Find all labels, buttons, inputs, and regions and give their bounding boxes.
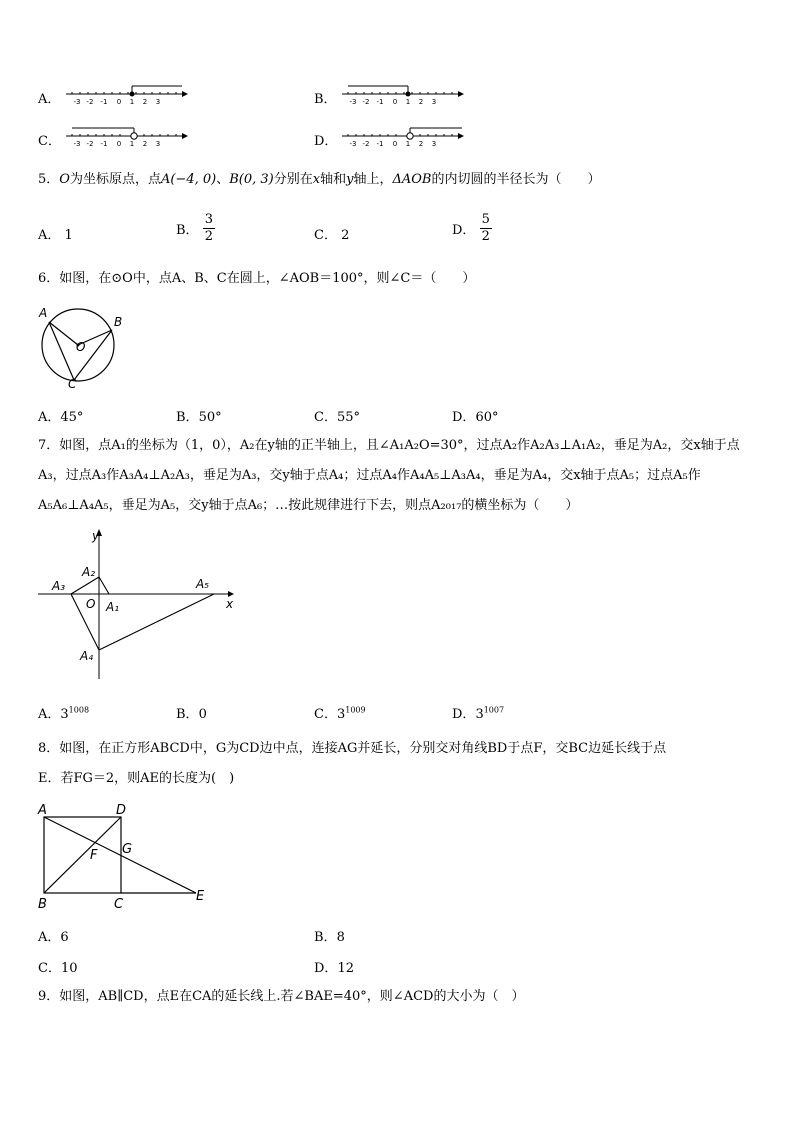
q5-stem: [38, 171, 601, 189]
q4-option-a-numberline: [64, 82, 189, 108]
option-exponent: 1007: [483, 705, 505, 715]
tick-label: 2: [418, 140, 424, 148]
label-a1: A₁: [106, 600, 120, 614]
q4-option-d-numberline: [340, 124, 465, 150]
q5-text: O: [59, 172, 70, 187]
tick-label: -1: [100, 98, 108, 106]
q5-text: x: [312, 172, 321, 187]
option-letter: C．: [38, 961, 61, 976]
tick-label: 3: [431, 98, 437, 106]
fraction-numerator: 5: [481, 212, 490, 227]
q7-option-c: [314, 703, 366, 722]
segment-ae: [44, 817, 196, 893]
option-exponent: 1009: [345, 705, 366, 715]
label-f: F: [90, 848, 98, 863]
label-a3: A₃: [52, 579, 66, 593]
option-fraction: [480, 212, 492, 245]
tick-label: 0: [116, 140, 122, 148]
option-exponent: 1008: [68, 705, 90, 715]
q6-option-c: [314, 406, 360, 425]
label-b: B: [38, 897, 47, 912]
q8-option-c: [38, 957, 78, 976]
tick-label: 2: [142, 140, 148, 148]
q8-option-d: [314, 957, 354, 976]
q5-text: 为坐标原点，点: [69, 172, 161, 187]
diagonal-bd: [44, 817, 121, 893]
tick-label: 2: [418, 98, 424, 106]
option-letter: A．: [38, 228, 61, 243]
q9-stem: 9．如图，AB∥CD，点E在CA的延长线上.若∠BAE=40°，则∠ACD的大小为（ ）: [38, 989, 525, 1004]
tick-label: 0: [392, 140, 398, 148]
label-a: A: [38, 803, 47, 818]
option-value: 60°: [475, 410, 499, 425]
option-letter: D．: [452, 223, 476, 238]
segment-bc: [74, 330, 112, 380]
label-x: x: [226, 597, 234, 611]
q5-text: ΔAOB: [392, 172, 432, 187]
q5-text: 的内切圆的半径长为（ ）: [431, 172, 601, 187]
q5-text: 轴上，: [353, 172, 393, 187]
q4-option-b-numberline: [340, 82, 465, 108]
tick-label: -3: [73, 98, 81, 106]
option-letter: D．: [452, 410, 476, 425]
label-y: y: [92, 529, 100, 543]
option-letter: A．: [38, 707, 61, 722]
q6-stem: 6．如图，在⊙O中，点A、B、C在圆上，∠AOB＝100°，则∠C＝（ ）: [38, 271, 476, 286]
q7-stem-line-2: A₃，过点A₃作A₃A₄⊥A₂A₃，垂足为A₃，交y轴于点A₄；过点A₄作A₄A₅⊥A₃A₄，垂足为A₄，交x轴于点A₅；过点A₅作: [38, 468, 701, 483]
q4-option-c-letter: C．: [38, 134, 61, 149]
q8-option-a: [38, 926, 69, 945]
option-base: 3: [60, 707, 69, 722]
q6-option-b: [176, 406, 222, 425]
fraction-numerator: 3: [204, 212, 213, 227]
q5-text: 分别在: [273, 172, 313, 187]
segment-a2a3: [71, 577, 99, 594]
q5-option-b: [176, 212, 215, 245]
q5-text: 、: [216, 172, 230, 187]
q8-stem-line-2: E．若FG＝2，则AE的长度为( ): [38, 771, 235, 786]
tick-label: -2: [86, 98, 94, 106]
q5-text: A(−4, 0): [160, 172, 217, 187]
segment-a1a2: [99, 577, 109, 594]
q5-option-d: [452, 212, 492, 245]
label-b: B: [114, 315, 123, 329]
q6-circle-figure: [34, 302, 134, 392]
option-letter: A．: [38, 930, 61, 945]
option-value: 0: [198, 707, 207, 722]
label-a: A: [39, 306, 48, 320]
q7-stem-line-1: 7．如图，点A₁的坐标为（1，0），A₂在y轴的正半轴上，且∠A₁A₂O=30°，过点A₂作A₂A₃⊥A₁A₂，垂足为A₂，交x轴于点: [38, 438, 740, 453]
tick-label: 1: [405, 140, 411, 148]
label-a5: A₅: [196, 577, 210, 591]
label-o: O: [76, 340, 86, 354]
q7-option-a: [38, 703, 89, 722]
tick-label: 0: [116, 98, 122, 106]
option-value: 12: [337, 961, 354, 976]
fraction-denominator: 2: [204, 229, 213, 244]
label-c: C: [114, 897, 124, 912]
tick-label: -1: [100, 140, 108, 148]
q7-option-d: [452, 703, 504, 722]
label-a4: A₄: [80, 649, 94, 663]
tick-label: 0: [392, 98, 398, 106]
option-letter: C．: [314, 410, 337, 425]
option-value: 2: [341, 228, 350, 243]
q5-text: 轴和: [320, 172, 347, 187]
q5-text: y: [346, 172, 354, 187]
q6-option-a: [38, 406, 83, 425]
option-base: 3: [336, 707, 346, 722]
label-e: E: [196, 889, 205, 904]
option-letter: B．: [314, 930, 337, 945]
option-value: 8: [336, 930, 345, 945]
q5-option-c: [314, 224, 349, 243]
tick-label: -1: [376, 140, 384, 148]
tick-label: -3: [349, 140, 357, 148]
option-letter: C．: [314, 707, 337, 722]
q7-option-b: [176, 703, 207, 722]
label-o: O: [86, 597, 96, 611]
option-value: 55°: [336, 410, 360, 425]
q8-stem-line-1: 8．如图，在正方形ABCD中，G为CD边中点，连接AG并延长，分别交对角线BD于点F，交BC边延长线于点: [38, 741, 667, 756]
q8-option-b: [314, 926, 345, 945]
q5-text: B(0, 3): [229, 172, 274, 187]
option-base: 3: [475, 707, 484, 722]
label-c: C: [68, 377, 77, 391]
option-fraction: [203, 212, 215, 245]
option-letter: D．: [314, 961, 338, 976]
label-g: G: [122, 842, 133, 857]
option-letter: B．: [176, 410, 199, 425]
label-d: D: [116, 803, 127, 818]
tick-label: -1: [376, 98, 384, 106]
q7-coordinate-figure: [36, 524, 246, 684]
tick-label: 3: [155, 140, 161, 148]
option-letter: B．: [176, 223, 199, 238]
tick-label: 1: [129, 98, 135, 106]
tick-label: -2: [362, 98, 370, 106]
tick-label: 3: [155, 98, 161, 106]
option-value: 45°: [60, 410, 84, 425]
option-value: 50°: [198, 410, 222, 425]
option-value: 1: [64, 228, 73, 243]
tick-label: 1: [405, 98, 411, 106]
tick-label: 3: [431, 140, 437, 148]
q5-text: 5．: [38, 172, 60, 187]
fraction-denominator: 2: [481, 229, 490, 244]
option-letter: B．: [176, 707, 199, 722]
label-a2: A₂: [82, 565, 96, 579]
tick-label: -2: [86, 140, 94, 148]
option-value: 6: [60, 930, 69, 945]
q4-option-b-letter: B．: [314, 92, 337, 107]
tick-label: -2: [362, 140, 370, 148]
q4-option-c-numberline: [64, 124, 189, 150]
q8-square-figure: [34, 800, 214, 912]
tick-label: 1: [129, 140, 135, 148]
option-letter: D．: [452, 707, 476, 722]
q4-option-d-letter: D．: [314, 134, 338, 149]
q6-option-d: [452, 406, 498, 425]
option-letter: C．: [314, 228, 337, 243]
q4-option-a-letter: A．: [38, 92, 61, 107]
q7-stem-line-3: A₅A₆⊥A₄A₅，垂足为A₅，交y轴于点A₆；…按此规律进行下去，则点A₂₀₁₇的横坐标为（ ）: [38, 498, 579, 513]
option-letter: A．: [38, 410, 61, 425]
q5-option-a: [38, 224, 73, 243]
option-value: 10: [60, 961, 78, 976]
tick-label: 2: [142, 98, 148, 106]
tick-label: -3: [349, 98, 357, 106]
tick-label: -3: [73, 140, 81, 148]
